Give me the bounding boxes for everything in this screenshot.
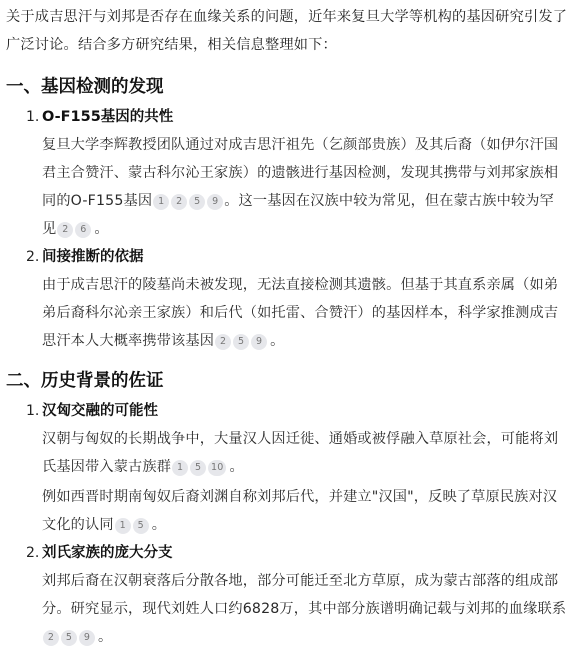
paragraph-text: 由于成吉思汗的陵墓尚未被发现，无法直接检测其遗骸。但基于其直系亲属（如弟弟后裔科尔沁亲王家族）和后代（如托雷、合赞汗）的基因样本，科学家推测成吉思汗本人大概率携带该基因 (42, 277, 559, 349)
paragraph-text: 汉朝与匈奴的长期战争中，大量汉人因迁徙、通婚或被俘融入草原社会，可能将刘氏基因带入蒙古族群 (42, 431, 559, 475)
intro-paragraph: 关于成吉思汗与刘邦是否存在血缘关系的问题，近年来复旦大学等机构的基因研究引发了广泛讨论。结合多方研究结果，相关信息整理如下： (6, 9, 568, 53)
section (6, 367, 568, 651)
citation-badge[interactable]: 9 (207, 194, 223, 210)
citation-badge[interactable]: 9 (79, 630, 95, 646)
citation-badge[interactable]: 5 (61, 630, 77, 646)
article (0, 3, 574, 651)
list-item (6, 103, 568, 243)
paragraph-text: 复旦大学李辉教授团队通过对成吉思汗祖先（乞颜部贵族）及其后裔（如伊尔汗国君主合赞汗、蒙古科尔沁王家族）的遗骸进行基因检测，发现其携带与刘邦家族相同的O-F155基因 (42, 137, 559, 209)
item-title: O-F155基因的共性 (42, 109, 174, 125)
citation-badge[interactable]: 5 (190, 460, 206, 476)
paragraph-end: 。 (151, 517, 167, 533)
list-number: 2. (26, 545, 40, 561)
sections-container (6, 73, 568, 651)
list-item (6, 243, 568, 355)
section (6, 73, 568, 355)
citation-badge[interactable]: 2 (57, 222, 73, 238)
citation-badge[interactable]: 1 (115, 518, 131, 534)
citation-badge[interactable]: 2 (171, 194, 187, 210)
list-number: 1. (26, 403, 40, 419)
paragraph-end: 。 (270, 333, 285, 349)
list-item (6, 397, 568, 539)
paragraph-end: 。 (229, 459, 244, 475)
list-number: 2. (26, 249, 40, 265)
citation-badge[interactable]: 2 (43, 630, 59, 646)
citation-badge[interactable]: 10 (208, 460, 226, 476)
citation-badge[interactable]: 9 (251, 334, 267, 350)
citation-badge[interactable]: 2 (215, 334, 231, 350)
section-heading: 一、基因检测的发现 (6, 77, 164, 97)
item-paragraph (42, 271, 568, 355)
section-heading: 二、历史背景的佐证 (6, 371, 164, 391)
paragraph-end: 。 (98, 629, 113, 645)
paragraph-text: 。这一基因在汉族中较为常见，但在蒙古族中较为罕见 (42, 193, 554, 237)
item-paragraph (42, 567, 568, 651)
list-item (6, 539, 568, 651)
item-title: 汉匈交融的可能性 (42, 403, 158, 419)
citation-badge[interactable]: 5 (233, 334, 249, 350)
item-title: 间接推断的依据 (42, 249, 144, 265)
item-paragraph (42, 483, 568, 539)
citation-badge[interactable]: 6 (75, 222, 91, 238)
citation-badge[interactable]: 1 (172, 460, 188, 476)
paragraph-text: 刘邦后裔在汉朝衰落后分散各地，部分可能迁至北方草原，成为蒙古部落的组成部分。研究显示，现代刘姓人口约6828万，其中部分族谱明确记载与刘邦的血缘联系 (42, 573, 567, 617)
paragraph-end: 。 (94, 221, 109, 237)
citation-badge[interactable]: 1 (153, 194, 169, 210)
citation-badge[interactable]: 5 (133, 518, 149, 534)
list-number: 1. (26, 109, 40, 125)
paragraph-text: 例如西晋时期南匈奴后裔刘渊自称刘邦后代，并建立"汉国"，反映了草原民族对汉文化的认同 (42, 489, 558, 533)
citation-badge[interactable]: 5 (189, 194, 205, 210)
item-title: 刘氏家族的庞大分支 (42, 545, 173, 561)
item-paragraph (42, 425, 568, 481)
item-paragraph (42, 131, 568, 243)
